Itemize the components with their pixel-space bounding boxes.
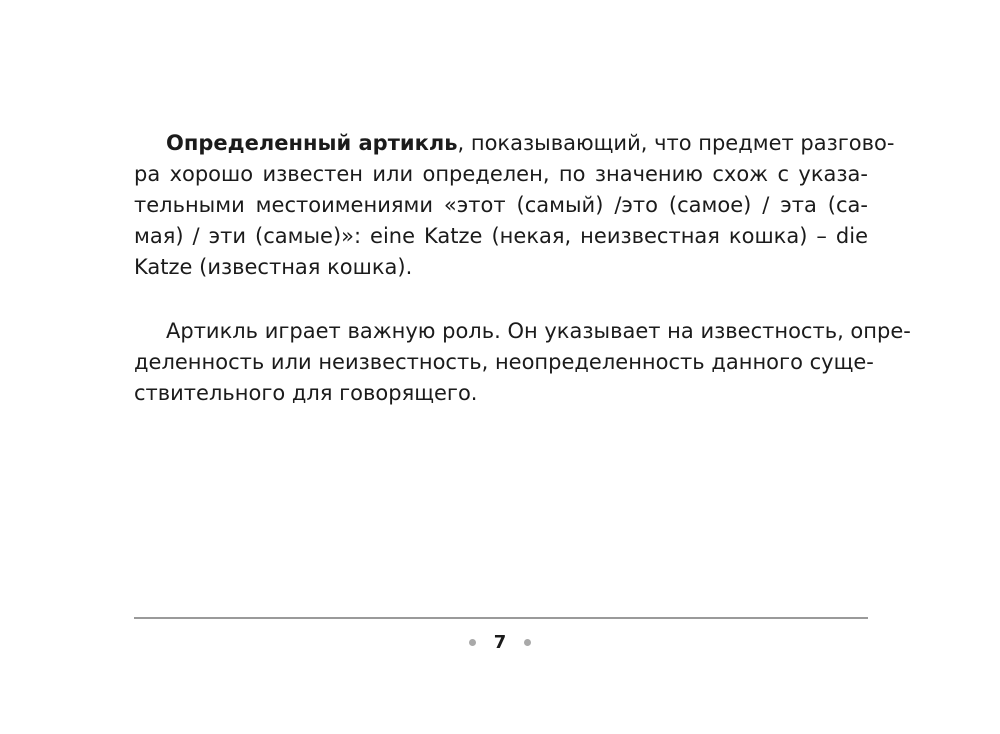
- bullet-dot-icon: [524, 639, 531, 646]
- paragraph-article-role: [134, 316, 911, 409]
- line-text: , показывающий, что предмет разгово-: [457, 131, 895, 155]
- paragraph-line: Katze (известная кошка).: [134, 255, 413, 279]
- term-definite-article: Определенный артикль: [166, 131, 458, 155]
- bullet-dot-icon: [469, 639, 476, 646]
- paragraph-line: ра хорошо известен или определен, по значению схож с указа-: [134, 162, 868, 186]
- page-number: 7: [493, 631, 507, 653]
- page-footer: [0, 628, 1000, 656]
- paragraph-line: [134, 128, 895, 159]
- paragraph-line: деленность или неизвестность, неопределенность данного суще-: [134, 350, 874, 374]
- footer-divider: [134, 617, 868, 619]
- paragraph-line: Артикль играет важную роль. Он указывает на известность, опре-: [166, 319, 911, 343]
- paragraph-line: тельными местоимениями «этот (самый) /это (самое) / эта (са-: [134, 193, 868, 217]
- paragraph-definite-article: [134, 128, 895, 283]
- paragraph-line: ствительного для говорящего.: [134, 381, 478, 405]
- paragraph-line: мая) / эти (самые)»: eine Katze (некая, неизвестная кошка) – die: [134, 224, 868, 248]
